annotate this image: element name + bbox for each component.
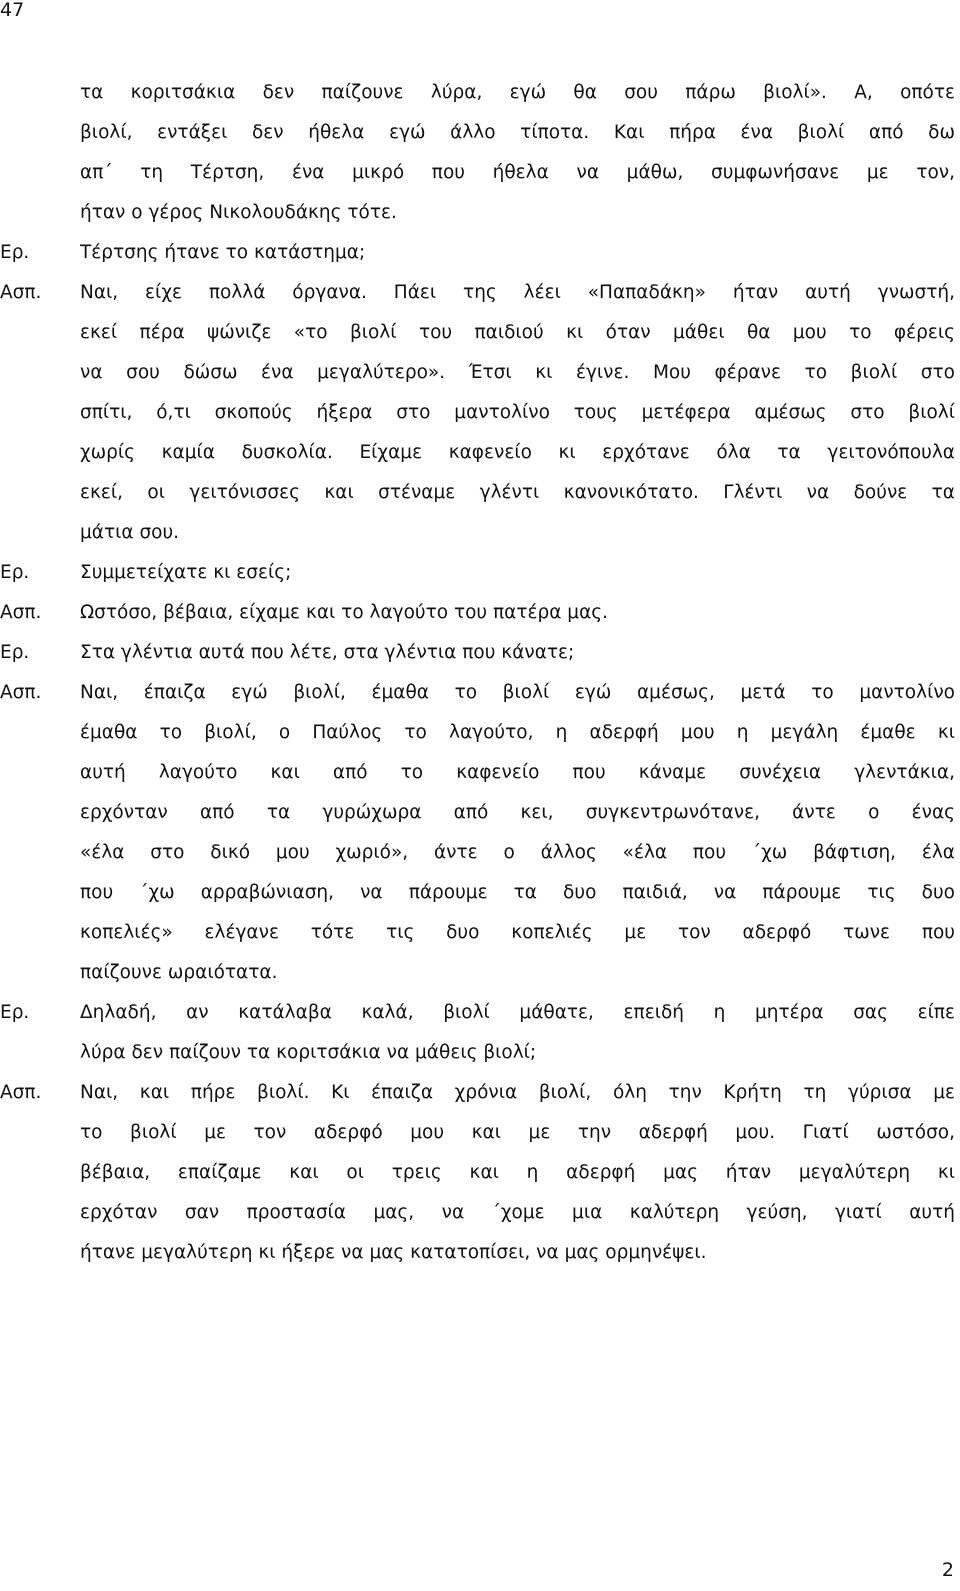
page-number-bottom: 2 <box>941 1559 954 1581</box>
transcript-line: βιολί, εντάξει δεν ήθελα εγώ άλλο τίποτα. Και πήρα ένα βιολί από δω <box>80 122 955 143</box>
page-number-top: 47 <box>0 0 25 21</box>
speaker-label: Ασπ. <box>0 1082 42 1103</box>
transcript-line: Δηλαδή, αν κατάλαβα καλά, βιολί μάθατε, επειδή η μητέρα σας είπε <box>80 1002 955 1023</box>
transcript-entry <box>0 633 955 673</box>
transcript-entry <box>0 553 955 593</box>
transcript-line: Ωστόσο, βέβαια, είχαμε και το λαγούτο του πατέρα μας. <box>80 602 608 623</box>
transcript-line: σπίτι, ό,τι σκοπούς ήξερα στο μαντολίνο τους μετέφερα αμέσως στο βιολί <box>80 402 955 423</box>
transcript-entry <box>0 273 955 553</box>
transcript-line: αυτή λαγούτο και από το καφενείο που κάναμε συνέχεια γλεντάκια, <box>80 762 955 783</box>
transcript-entry <box>0 673 955 993</box>
transcript-line: Στα γλέντια αυτά που λέτε, στα γλέντια που κάνατε; <box>80 642 575 663</box>
transcript-line: Τέρτσης ήτανε το κατάστημα; <box>80 242 366 263</box>
transcript-line: χωρίς καμία δυσκολία. Είχαμε καφενείο κι ερχότανε όλα τα γειτονόπουλα <box>80 442 955 463</box>
transcript-line: ήταν ο γέρος Νικολουδάκης τότε. <box>80 202 397 223</box>
transcript-line: ήτανε μεγαλύτερη κι ήξερε να μας κατατοπίσει, να μας ορμηνέψει. <box>80 1242 707 1263</box>
transcript-line: να σου δώσω ένα μεγαλύτερο». Έτσι κι έγινε. Μου φέρανε το βιολί στο <box>80 362 955 383</box>
interview-transcript <box>0 73 955 1273</box>
transcript-line: Ναι, και πήρε βιολί. Κι έπαιζα χρόνια βιολί, όλη την Κρήτη τη γύρισα με <box>80 1082 955 1103</box>
speaker-label: Ασπ. <box>0 282 42 303</box>
transcript-line: απ΄ τη Τέρτση, ένα μικρό που ήθελα να μάθω, συμφωνήσανε με τον, <box>80 162 955 183</box>
transcript-line: εκεί πέρα ψώνιζε «το βιολί του παιδιού κι όταν μάθει θα μου το φέρεις <box>80 322 955 343</box>
transcript-line: έμαθα το βιολί, ο Παύλος το λαγούτο, η αδερφή μου η μεγάλη έμαθε κι <box>80 722 955 743</box>
speaker-label: Ερ. <box>0 562 30 583</box>
transcript-line: που ΄χω αρραβώνιαση, να πάρουμε τα δυο παιδιά, να πάρουμε τις δυο <box>80 882 955 903</box>
transcript-line: Συμμετείχατε κι εσείς; <box>80 562 292 583</box>
speaker-label: Ασπ. <box>0 602 42 623</box>
transcript-entry <box>0 1073 955 1273</box>
transcript-line: το βιολί με τον αδερφό μου και με την αδερφή μου. Γιατί ωστόσο, <box>80 1122 955 1143</box>
transcript-line: Ναι, έπαιζα εγώ βιολί, έμαθα το βιολί εγώ αμέσως, μετά το μαντολίνο <box>80 682 955 703</box>
transcript-entry <box>0 593 955 633</box>
transcript-line: «έλα στο δικό μου χωριό», άντε ο άλλος «έλα που ΄χω βάφτιση, έλα <box>80 842 955 863</box>
transcript-line: ερχόταν σαν προστασία μας, να ΄χομε μια καλύτερη γεύση, γιατί αυτή <box>80 1202 955 1223</box>
transcript-line: βέβαια, επαίζαμε και οι τρεις και η αδερφή μας ήταν μεγαλύτερη κι <box>80 1162 955 1183</box>
transcript-line: παίζουνε ωραιότατα. <box>80 962 278 983</box>
transcript-entry <box>0 73 955 233</box>
speaker-label: Ερ. <box>0 642 30 663</box>
transcript-line: τα κοριτσάκια δεν παίζουνε λύρα, εγώ θα σου πάρω βιολί». Α, οπότε <box>80 82 955 103</box>
speaker-label: Ερ. <box>0 1002 30 1023</box>
transcript-line: ερχόνταν από τα γυρώχωρα από κει, συγκεντρωνότανε, άντε ο ένας <box>80 802 955 823</box>
transcript-line: λύρα δεν παίζουν τα κοριτσάκια να μάθεις βιολί; <box>80 1042 537 1063</box>
transcript-line: Ναι, είχε πολλά όργανα. Πάει της λέει «Παπαδάκη» ήταν αυτή γνωστή, <box>80 282 955 303</box>
transcript-entry <box>0 993 955 1073</box>
speaker-label: Ερ. <box>0 242 30 263</box>
speaker-label: Ασπ. <box>0 682 42 703</box>
transcript-entry <box>0 233 955 273</box>
transcript-line: εκεί, οι γειτόνισσες και στέναμε γλέντι κανονικότατο. Γλέντι να δούνε τα <box>80 482 955 503</box>
transcript-line: κοπελιές» ελέγανε τότε τις δυο κοπελιές με τον αδερφό τωνε που <box>80 922 955 943</box>
transcript-line: μάτια σου. <box>80 522 180 543</box>
